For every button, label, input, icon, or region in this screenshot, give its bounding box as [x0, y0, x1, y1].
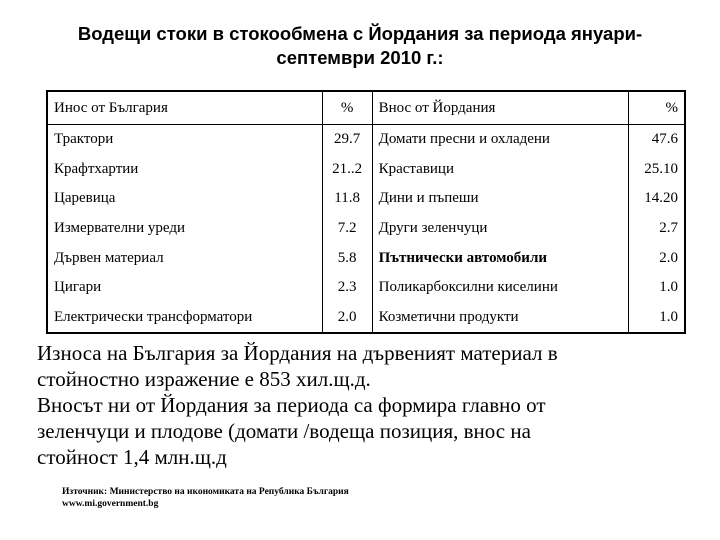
summary-line: зеленчуци и плодове (домати /водеща позиция, внос на [37, 419, 531, 443]
table-row [47, 243, 685, 273]
import-percent: 1.0 [659, 279, 678, 296]
export-percent: 2.0 [322, 303, 372, 334]
export-item: Измервателни уреди [47, 214, 322, 244]
import-percent: 1.0 [659, 308, 678, 325]
source-note [62, 486, 349, 510]
source-line: Източник: Министерство на икономиката на Република България [62, 487, 349, 497]
export-item: Царевица [47, 184, 322, 214]
page-title [30, 22, 690, 70]
table-row [47, 214, 685, 244]
import-item: Пътнически автомобили [372, 243, 628, 273]
trade-table [46, 90, 686, 334]
table-row [47, 303, 685, 334]
import-item: Дини и пъпеши [372, 184, 628, 214]
table-row [47, 184, 685, 214]
export-item: Дървен материал [47, 243, 322, 273]
export-item: Трактори [47, 125, 322, 155]
header-import: Внос от Йордания [372, 91, 628, 125]
import-item: Поликарбоксилни киселини [372, 273, 628, 303]
import-item: Домати пресни и охладени [372, 125, 628, 155]
header-export: Инос от България [47, 91, 322, 125]
summary-line: Износа на България за Йордания на дървеният материал в [37, 341, 558, 365]
import-percent: 2.7 [659, 220, 678, 237]
import-percent: 25.10 [644, 160, 678, 177]
import-item: Краставици [372, 155, 628, 185]
export-percent: 29.7 [322, 125, 372, 155]
export-percent: 5.8 [322, 243, 372, 273]
table-row [47, 155, 685, 185]
summary-line: стойност 1,4 млн.щ.д [37, 445, 227, 469]
import-percent: 2.0 [659, 249, 678, 266]
import-item: Други зеленчуци [372, 214, 628, 244]
title-line-2: септември 2010 г.: [276, 47, 444, 68]
header-import-percent: % [628, 91, 685, 125]
export-item: Крафтхартии [47, 155, 322, 185]
summary-line: Вносът ни от Йордания за периода са формира главно от [37, 393, 546, 417]
table-header-row [47, 91, 685, 125]
import-percent: 47.6 [651, 131, 678, 148]
export-percent: 21..2 [322, 155, 372, 185]
import-percent: 14.20 [644, 190, 678, 207]
title-line-1: Водещи стоки в стокообмена с Йордания за периода януари- [77, 23, 643, 44]
export-percent: 2.3 [322, 273, 372, 303]
summary-line: стойностно изражение е 853 хил.щ.д. [37, 367, 371, 391]
export-item: Цигари [47, 273, 322, 303]
export-item: Електрически трансформатори [47, 303, 322, 334]
export-percent: 11.8 [322, 184, 372, 214]
source-url: www.mi.government.bg [62, 499, 159, 509]
summary-text [37, 340, 697, 470]
header-export-percent: % [322, 91, 372, 125]
export-percent: 7.2 [322, 214, 372, 244]
table-row [47, 273, 685, 303]
table-row [47, 125, 685, 155]
import-item: Козметични продукти [372, 303, 628, 334]
